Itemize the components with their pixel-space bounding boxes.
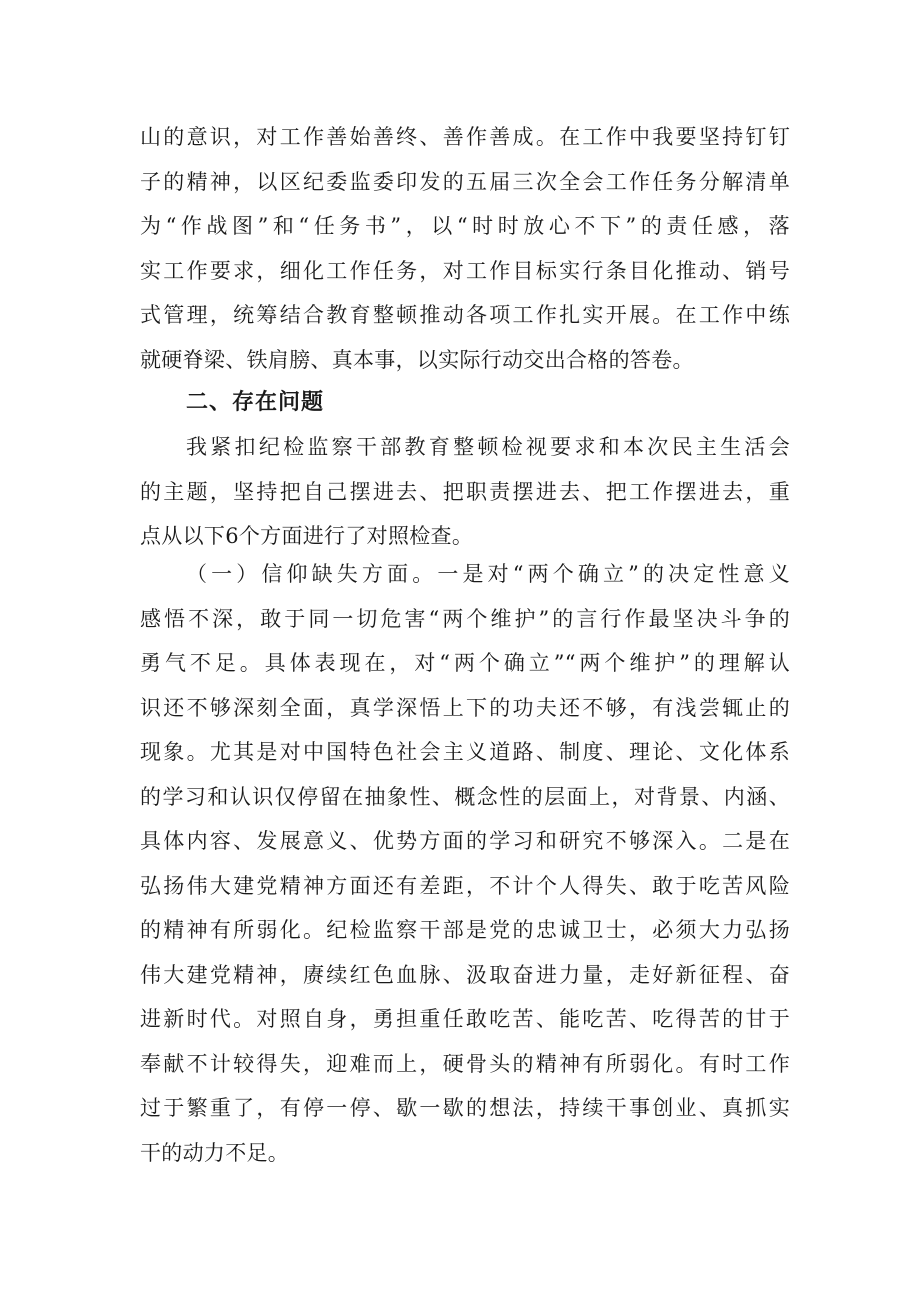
text-line: 点从以下6个方面进行了对照检查。: [140, 524, 474, 548]
text-line: 我紧扣纪检监察干部教育整顿检视要求和本次民主生活会: [186, 435, 790, 459]
text-line: 的精神有所弱化。纪检监察干部是党的忠诚卫士，必须大力弘扬: [140, 918, 790, 942]
text-line: 进新时代。对照自身，勇担重任敢吃苦、能吃苦、吃得苦的甘于: [140, 1007, 790, 1031]
text-line: 现象。尤其是对中国特色社会主义道路、制度、理论、文化体系: [140, 740, 790, 764]
text-line: （一）信仰缺失方面。一是对“两个确立”的决定性意义: [186, 562, 790, 586]
text-line: 山的意识，对工作善始善终、善作善成。在工作中我要坚持钉钉: [140, 125, 790, 149]
text-line: 实工作要求，细化工作任务，对工作目标实行条目化推动、销号: [140, 258, 790, 283]
text-line: 干的动力不足。: [140, 1140, 290, 1165]
text-line: 为“作战图”和“任务书”，以“时时放心不下”的责任感，落: [140, 214, 790, 238]
text-line: 识还不够深刻全面，真学深悟上下的功夫还不够，有浅尝辄止的: [140, 695, 790, 720]
text-line: 过于繁重了，有停一停、歇一歇的想法，持续干事创业、真抓实: [140, 1096, 790, 1120]
text-line: 感悟不深，敢于同一切危害“两个维护”的言行作最坚决斗争的: [140, 606, 790, 631]
text-line: 的主题，坚持把自己摆进去、把职责摆进去、把工作摆进去，重: [140, 479, 790, 504]
text-line: 的学习和认识仅停留在抽象性、概念性的层面上，对背景、内涵、: [140, 784, 790, 809]
text-line: 就硬脊梁、铁肩膀、真本事，以实际行动交出合格的答卷。: [140, 347, 694, 372]
text-line: 弘扬伟大建党精神方面还有差距，不计个人得失、敢于吃苦风险: [140, 873, 790, 898]
paragraph-faith-issues: [140, 552, 790, 1175]
text-line: 具体内容、发展意义、优势方面的学习和研究不够深入。二是在: [140, 829, 790, 853]
text-line: 伟大建党精神，赓续红色血脉、汲取奋进力量，走好新征程、奋: [140, 962, 790, 987]
text-line: 子的精神，以区纪委监委印发的五届三次全会工作任务分解清单: [140, 169, 790, 194]
paragraph-commitment: [140, 115, 790, 382]
section-heading: 二、存在问题: [186, 390, 325, 415]
paragraph-intro: [140, 425, 790, 559]
text-line: 奉献不计较得失，迎难而上，硬骨头的精神有所弱化。有时工作: [140, 1051, 790, 1076]
text-line: 式管理，统筹结合教育整顿推动各项工作扎实开展。在工作中练: [140, 303, 790, 327]
text-line: 勇气不足。具体表现在，对“两个确立”“两个维护”的理解认: [140, 651, 790, 675]
